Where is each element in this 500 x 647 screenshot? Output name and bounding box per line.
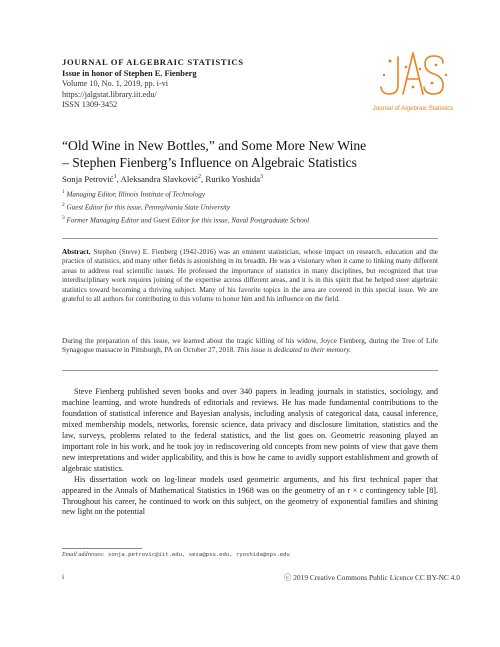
affiliation: $^1$ Managing Editor, Illinois Institute of Technology — [62, 189, 205, 199]
author: Ruriko Yoshida$^3$ — [205, 173, 264, 184]
footnote-label: Email addresses: — [62, 551, 105, 558]
journal-name: JOURNAL OF ALGEBRAIC STATISTICS — [62, 57, 244, 67]
abstract — [62, 248, 438, 305]
jas-logo-icon — [370, 47, 456, 105]
license-text: ⓒ 2019 Creative Commons Public Licence CC BY-NC 4.0 — [284, 573, 460, 582]
author-list — [62, 172, 442, 185]
email-addresses: sonja.petrovic@iit.edu, sesa@psu.edu, ryoshida@nps.edu — [104, 552, 290, 558]
title-line-1: “Old Wine in New Bottles,” and Some More New Wine — [62, 138, 367, 153]
body-text — [62, 387, 438, 518]
issn-line: ISSN 1309-3452 — [62, 100, 118, 109]
paragraph: His dissertation work on log-linear models used geometric arguments, and his first technical paper that appeared in the Annals of Mathematical Statistics in 1968 was on the geometry of an r × c contingency table [8]. Throughout his career, he continued to work on this subject, on the geometry of exponential families and shining new light on the potential — [62, 474, 438, 517]
paper-title — [62, 137, 442, 171]
divider-top — [62, 238, 438, 239]
dedication: This issue is dedicated to their memory. — [236, 346, 351, 355]
footnote — [62, 551, 438, 559]
journal-url[interactable]: https://jalgstat.library.iit.edu/ — [62, 89, 157, 99]
divider-bottom — [62, 370, 438, 371]
abstract-text: Stephen (Steve) E. Fienberg (1942-2016) was an eminent statistician, whose impact on research, education and the practice of statistics, and many other fields is astonishing in its breadth. He was a visionary when it came to linking many different areas to address real scientific issues. He professed the importance of statistics in many disciplines, but recognized that true interdisciplinary work requires joining of the expertise across different areas, and it is in this spirit that he helped steer algebraic statistics toward becoming a thriving subject. Many of his favorite topics in the area are covered in this special issue. We are grateful to all authors for contributing to this volume to honor him and his influence on the field. — [62, 248, 438, 304]
issue-line: Issue in honor of Stephen E. Fienberg — [62, 69, 197, 78]
journal-header — [62, 57, 362, 111]
volume-line: Volume 10, No. 1, 2019, pp. i-vi — [62, 79, 169, 88]
title-line-2: – Stephen Fienberg’s Influence on Algebraic Statistics — [62, 155, 357, 170]
affiliation: $^2$ Guest Editor for this issue, Pennsylvania State University — [62, 201, 231, 212]
journal-logo — [370, 47, 456, 113]
author: Sonja Petrović$^1$, — [62, 173, 121, 184]
affiliation-list — [62, 187, 452, 226]
footnote-rule — [62, 548, 142, 549]
memorial-text: During the preparation of this issue, we learned about the tragic killing of his widow, Joyce Fienberg, during the Tree of Life Synagogue massacre in Pittsburgh, PA on October 27, 2018. — [62, 337, 438, 355]
author: Aleksandra Slavković$^2$, — [120, 173, 206, 184]
logo-caption: Journal of Algebraic Statistics — [372, 105, 454, 112]
paragraph: Steve Fienberg published seven books and over 340 papers in leading journals in statistics, sociology, and machine learning, and wrote hundreds of editorials and reviews. He has made fundamental contributions to the foundation of statistical inference and Bayesian analysis, including analysis of categorical data, causal inference, mixed membership models, networks, forensic science, data privacy and disclosure limitation, statistics and the law, surveys, problems related to the federal statistics, and the list goes on. Geometric reasoning played an important role in his work, and he took joy in rediscovering old concepts from new points of view that gave them new interpretations and wider applicability, and this is how he came to avidly support establishment and growth of algebraic statistics. — [62, 387, 438, 473]
memorial-note — [62, 337, 438, 356]
page-number: i — [62, 572, 65, 581]
abstract-label: Abstract. — [62, 248, 91, 256]
affiliation: $^3$ Former Managing Editor and Guest Editor for this issue, Naval Postgraduate School — [62, 214, 310, 225]
